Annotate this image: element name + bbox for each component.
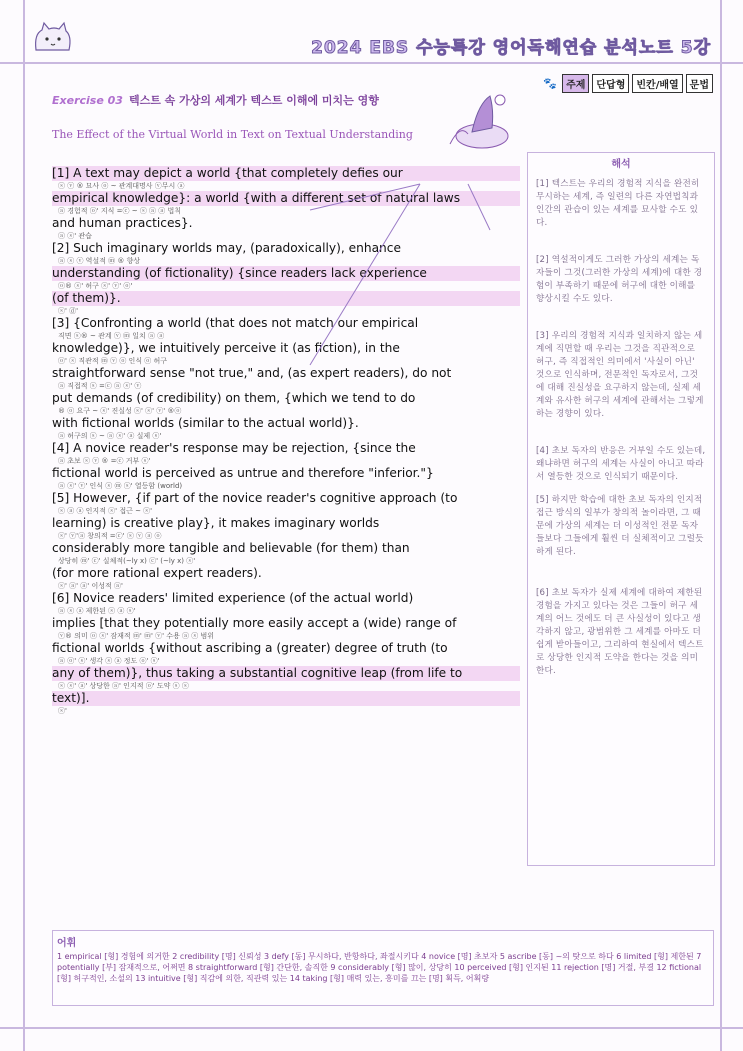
translation-paragraph-2: [2] 역설적이게도 그러한 가상의 세계는 독자들이 그것(그러한 가상의 세계)에 대한 경험이 부족하기 때문에 허구에 대한 이해를 향상시킬 수도 있다. bbox=[536, 255, 703, 304]
translation-paragraph-4: [4] 초보 독자의 반응은 거부일 수도 있는데, 왜냐하면 허구의 세계는 사실이 아니고 따라서 열등한 것으로 인식되기 때문이다. bbox=[536, 446, 706, 482]
passage-line: (of them)}. bbox=[52, 291, 520, 306]
passage-line: [6] Novice readers' limited experience (of the actual world) bbox=[52, 591, 414, 605]
paragraph-4 bbox=[52, 441, 520, 491]
frame-line-bottom bbox=[0, 1027, 743, 1029]
gloss-line: ⓥ® 의미 ⓞ ⓢ' 잠재적 ⓜ' ⓜ' ⓥ' 수용 ⓐ ⓢ 범위 bbox=[58, 632, 215, 640]
passage-line: straightforward sense "not true," and, (as expert readers), do not bbox=[52, 366, 452, 380]
paragraph-5 bbox=[52, 491, 520, 591]
exercise-number: Exercise 03 bbox=[52, 94, 123, 107]
gloss-line: ⓢ' ⓐ' ⓐ' 이성적 ⓐ' bbox=[58, 582, 123, 590]
exercise-title-en: The Effect of the Virtual World in Text on Textual Understanding bbox=[52, 128, 413, 141]
paragraph-6 bbox=[52, 591, 520, 716]
passage-line: (for more rational expert readers). bbox=[52, 566, 262, 580]
gloss-line: ® ⓞ 요구 ~ ⓢ' 진실성 ⓢ' ⓢ' ⓥ' ®ⓞ bbox=[58, 407, 182, 415]
passage-line: any of them)}, thus taking a substantial cognitive leap (from life to bbox=[52, 666, 520, 681]
tag-short-answer: 단답형 bbox=[592, 74, 629, 93]
translation-paragraph-5: [5] 하지만 학습에 대한 초보 독자의 인지적 접근 방식의 일부가 창의적 놀이라면, 그 때문에 가상의 세계는 더 이성적인 전문 독자들보다 그들에게 훨씬 더 실체적이고 그럴듯하게 된다. bbox=[536, 495, 704, 557]
frame-line-right bbox=[720, 0, 722, 1051]
gloss-line: ⓐ 경험적 ⓞ' 지식 =ⓒ ~ ⓢ ⓐ ⓐ 법칙 bbox=[58, 207, 182, 215]
passage-line: learning) is creative play}, it makes imaginary worlds bbox=[52, 516, 380, 530]
gloss-line: 상당히 ⓜ' ⓒ' 실체적(~ly x) ⓒ' (~ly x) ⓢ' bbox=[58, 557, 196, 565]
frame-line-top bbox=[0, 62, 743, 64]
passage-line: text)]. bbox=[52, 691, 520, 706]
passage-line: [2] Such imaginary worlds may, (paradoxically), enhance bbox=[52, 241, 401, 255]
vocabulary-heading: 어휘 bbox=[57, 938, 77, 949]
tag-topic: 주제 bbox=[562, 74, 589, 93]
gloss-line: ⓐ ⓢ' ⓥ' 인식 ⓢ ⓜ ⓢ' 열등함 (world) bbox=[58, 482, 183, 490]
passage-line: considerably more tangible and believable (for them) than bbox=[52, 541, 410, 555]
vocabulary-list: 1 empirical [형] 경험에 의거한 2 credibility [명] 신뢰성 3 defy [동] 무시하다, 반항하다, 좌절시키다 4 novice [명] 초보자 5 ascribe [동] ~의 탓으로 하다 6 limited [형] 제한된 7 potentially [부] 잠재적으로, 어쩌면 8 straightforward [형] 간단한, 솔직한 9 considerably [형] 많이, 상당히 10 perceived [형] 인지된 11 rejection [명] 거절, 부결 12 fictional [형] 허구적인, 소설의 13 intuitive [형] 직감에 의한, 직관력 있는 14 taking [형] 매력 있는, 흥미를 끄는 [명] 획득, 어획량 bbox=[57, 952, 702, 983]
gloss-line: ⓢ ⓢ' ⓐ' 상당한 ⓐ' 인지적 ⓞ' 도약 ⓢ ⓢ bbox=[58, 682, 189, 690]
gloss-line: ⓞ' ⓢ 직관적 ⓜ ⓥ ⓞ 인식 ⓞ 허구 bbox=[58, 357, 168, 365]
gloss-line: ⓐ ⓢ' 관습 bbox=[58, 232, 92, 240]
annotation-arrows bbox=[290, 170, 510, 370]
passage-line: implies [that they potentially more easily accept a (wide) range of bbox=[52, 616, 457, 630]
paw-icon: 🐾 bbox=[543, 77, 558, 90]
tag-grammar: 문법 bbox=[686, 74, 713, 93]
exercise-title bbox=[52, 92, 379, 108]
translation-panel bbox=[527, 152, 715, 866]
passage-line: [3] {Confronting a world (that does not match our empirical bbox=[52, 316, 419, 330]
gloss-line: ⓐ 초보 ⓢ ⓥ ® =ⓒ 거부 ⓢ' bbox=[58, 457, 151, 465]
passage-line: [4] A novice reader's response may be rejection, {since the bbox=[52, 441, 416, 455]
header-title: 2024 EBS 수능특강 영어독해연습 분석노트 5강 bbox=[311, 38, 711, 58]
passage-line: put demands (of credibility) on them, {which we tend to do bbox=[52, 391, 416, 405]
passage-line: [1] A text may depict a world {that completely defies our bbox=[52, 166, 520, 181]
gloss-line: ⓢ' bbox=[58, 707, 67, 715]
fantasy-illustration-icon bbox=[440, 84, 526, 154]
passage-line: [5] However, {if part of the novice reader's cognitive approach (to bbox=[52, 491, 458, 505]
gloss-line: ⓢ ⓥ ® 묘사 ⓞ ~ 관계대명사 ⓥ무시 ⓐ bbox=[58, 182, 185, 190]
topic-tags bbox=[543, 74, 713, 93]
vocabulary-panel bbox=[52, 930, 714, 1006]
gloss-line: ⓢ' ⓓ' bbox=[58, 307, 79, 315]
passage-line: fictional world is perceived as untrue and therefore "inferior."} bbox=[52, 466, 434, 480]
gloss-line: ⓞ® ⓢ' 허구 ⓢ' ⓥ' ⓞ' bbox=[58, 282, 133, 290]
gloss-line: ⓐ 허구의 ⓢ ~ ⓐ ⓢ' ⓐ 실제 ⓢ' bbox=[58, 432, 162, 440]
tag-blank-order: 빈칸/배열 bbox=[632, 74, 682, 93]
passage-line: and human practices}. bbox=[52, 216, 193, 230]
frame-line-left bbox=[23, 0, 25, 1051]
passage-line: with fictional worlds (similar to the actual world)}. bbox=[52, 416, 359, 430]
passage-line: knowledge)}, we intuitively perceive it (as fiction), in the bbox=[52, 341, 400, 355]
passage-line: empirical knowledge}: a world {with a different set of natural laws bbox=[52, 191, 520, 206]
translation-paragraph-6: [6] 초보 독자가 실제 세계에 대하여 제한된 경험을 가지고 있다는 것은 그들이 허구 세계의 어느 것에도 더 큰 사실성이 있다고 생각하지 않고, 광범위한 그 세계를 아마도 더 쉽게 받아들이고, 그리하여 현실에서 텍스트로 상당한 인지적 도약을 한다는 것을 의미한다. bbox=[536, 588, 704, 676]
cat-mascot-icon bbox=[30, 20, 74, 60]
translation-paragraph-1: [1] 텍스트는 우리의 경험적 지식을 완전히 무시하는 세계, 즉 일련의 다른 자연법칙과 인간의 관습이 있는 세계를 묘사할 수도 있다. bbox=[536, 179, 700, 228]
exercise-title-ko: 텍스트 속 가상의 세계가 텍스트 이해에 미치는 영향 bbox=[128, 94, 379, 107]
gloss-line: ⓐ ⓢ ⓥ 역설적 ⓜ ® 향상 bbox=[58, 257, 141, 265]
gloss-line: ⓢ' ⓥ'ⓐ 창의적 =ⓒ' ⓢ ⓥ ⓐ ⓞ bbox=[58, 532, 162, 540]
gloss-line: ⓢ ⓐ ⓐ 인지적 ⓢ' 접근 ~ ⓢ' bbox=[58, 507, 153, 515]
gloss-line: ⓐ ⓢ ⓐ 제한된 ⓢ ⓐ ⓢ' bbox=[58, 607, 136, 615]
translation-heading: 해석 bbox=[611, 159, 631, 170]
passage-line: understanding (of fictionality) {since readers lack experience bbox=[52, 266, 520, 281]
gloss-line: 직면 ⓢ® ~ 관계 ⓥ ⓜ 일치 ⓐ ⓐ bbox=[58, 332, 165, 340]
gloss-line: ⓐ ⓞ' ⓢ' 생각 ⓢ ⓐ 정도 ⓞ' ⓢ' bbox=[58, 657, 160, 665]
passage-line: fictional worlds {without ascribing a (greater) degree of truth (to bbox=[52, 641, 448, 655]
translation-paragraph-3: [3] 우리의 경험적 지식과 일치하지 않는 세계에 직면할 때 우리는 그것을 직관적으로 허구, 즉 직접적인 의미에서 '사실이 아닌' 것으로 인식하며, 전문적인 독자로서, 그것에 대해 진실성을 요구하지 않는데, 실제 세계와 유사한 허구의 세계에 관해서는 그렇게 하는 경향이 있다. bbox=[536, 331, 704, 419]
gloss-line: ⓐ 직접적 ⓢ =ⓒ ⓐ ⓢ' ⓥ bbox=[58, 382, 142, 390]
